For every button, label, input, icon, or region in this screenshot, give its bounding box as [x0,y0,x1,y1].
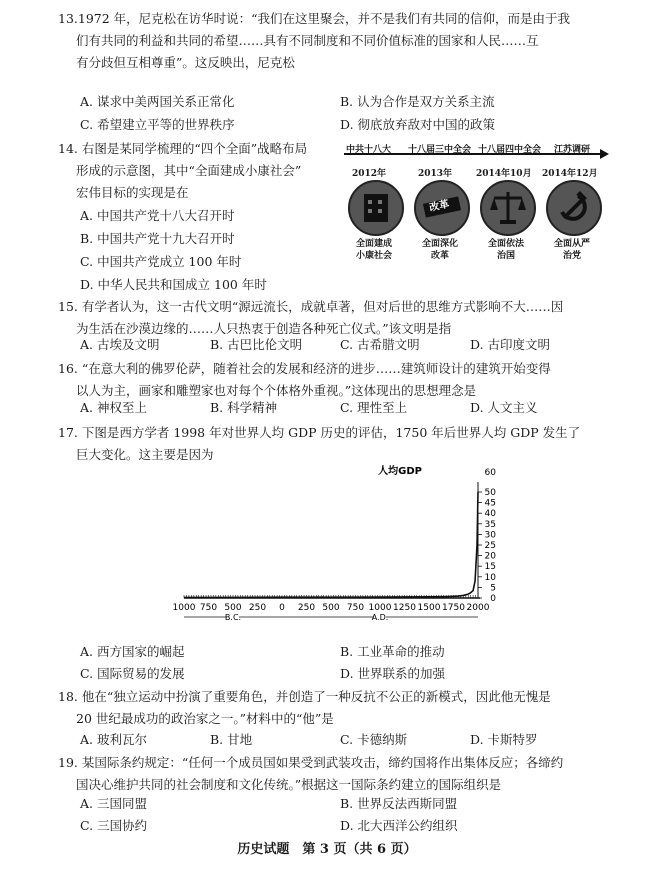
caption [540,238,604,262]
option-c: C. 国际贸易的发展 [80,666,185,681]
event-label: 十八届三中全会 [408,145,472,155]
option-a: A. 中国共产党十八大召开时 [80,208,235,223]
caption [342,238,406,262]
option-c: C. 古希腊文明 [340,337,420,352]
question-text-line: 15. 有学者认为，这一古代文明“源远流长，成就卓著，但对后世的思维方式影响不大……因 [58,299,564,314]
option-a: A. 神权至上 [80,400,147,415]
date-label: 2014年12月 [542,169,598,179]
option-d: D. 世界联系的加强 [340,666,446,681]
y-tick-label: 0 [490,594,496,604]
caption-line: 全面从严 [553,239,590,249]
x-tick-label: 1000 [172,603,196,613]
event-label: 江苏调研 [554,145,591,155]
option-d: D. 人文主义 [470,400,538,415]
y-tick-label: 45 [484,498,496,509]
page-footer: 历史试题 第 3 页（共 6 页） [237,842,417,857]
x-tick-label: 1500 [417,603,441,613]
option-b: B. 甘地 [210,732,253,747]
option-c: C. 三国协约 [80,818,148,833]
x-tick-label: 250 [248,603,267,613]
question-15 [58,296,618,340]
x-tick-label: 1250 [393,603,416,613]
question-text-line: 国决心维护共同的社会制度和文化传统。”根据这一国际条约建立的国际组织是 [76,777,502,792]
y-tick-label: 25 [484,541,496,551]
question-text-line: 16. “在意大利的佛罗伦萨，随着社会的发展和经济的进步……建筑师设计的建筑开始变得 [58,361,551,376]
reform-icon [414,180,470,236]
era-label-bc: B.C. [224,613,242,622]
y-tick-label: 15 [484,562,496,573]
question-text-line: 17. 下图是西方学者 1998 年对世界人均 GDP 历史的评估，1750 年后世界人均 GDP 发生了 [58,425,581,440]
option-b: B. 中国共产党十九大召开时 [80,231,235,246]
caption [474,238,538,262]
date-label: 2012年 [352,169,387,179]
option-d: D. 中华人民共和国成立 100 年时 [80,277,267,292]
y-tick-label: 35 [484,519,496,530]
option-a: A. 西方国家的崛起 [80,644,185,659]
date-label: 2014年10月 [476,169,532,179]
question-17 [58,422,618,466]
caption [408,238,472,262]
question-14 [58,138,358,204]
x-tick-label: 500 [224,603,242,613]
question-text-line: 为生活在沙漠边缘的……人只热衷于创造各种死亡仪式。”该文明是指 [76,321,452,336]
caption-line: 全面依法 [487,239,524,249]
question-text-line: 14. 右图是某同学梳理的“四个全面”战略布局 [58,141,308,156]
option-b: B. 科学精神 [210,400,278,415]
era-label-ad: A.D. [371,613,389,622]
y-tick-label: 50 [484,488,496,498]
question-text-line: 巨大变化。这主要是因为 [76,447,214,462]
four-comprehensives-figure [342,142,610,272]
option-c: C. 理性至上 [340,400,408,415]
question-13 [58,8,618,74]
question-text-line: 宏伟目标的实现是在 [76,185,189,200]
option-b: B. 工业革命的推动 [340,644,445,659]
x-tick-label: 2000 [466,603,490,613]
question-18 [58,686,618,730]
caption-line: 治党 [562,251,581,261]
gdp-series-line [184,492,478,597]
option-c: C. 卡德纳斯 [340,732,408,747]
option-a: A. 古埃及文明 [80,337,160,352]
option-a: A. 谋求中美两国关系正常化 [80,94,235,109]
option-d: D. 彻底放弃敌对中国的政策 [340,117,496,132]
y-tick-label: 60 [484,468,496,478]
question-text-line: 19. 某国际条约规定：“任何一个成员国如果受到武装攻击，缔约国将作出集体反应；各缔约 [58,755,564,770]
scales-of-justice-icon [480,180,536,236]
question-text-line: 13.1972 年，尼克松在访华时说：“我们在这里聚会，并不是我们有共同的信仰，而是由于我 [58,11,571,26]
y-tick-label: 20 [484,551,496,562]
option-d: D. 北大西洋公约组织 [340,818,458,833]
caption-line: 治国 [496,251,515,261]
hammer-sickle-icon [546,180,602,236]
event-label: 十八届四中全会 [478,145,542,155]
caption-line: 改革 [430,251,449,261]
option-c: C. 希望建立平等的世界秩序 [80,117,235,132]
question-text-line: 们有共同的利益和共同的希望……具有不同制度和不同价值标准的国家和人民……互 [76,33,539,48]
x-tick-label: 1750 [442,603,465,613]
reform-badge-text: 改革 [428,198,451,214]
x-tick-label: 250 [297,603,316,613]
x-tick-label: 750 [199,603,218,613]
x-tick-label: 500 [322,603,340,613]
option-d: D. 古印度文明 [470,337,551,352]
event-label: 中共十八大 [346,145,392,155]
gdp-chart [172,462,512,632]
option-a: A. 玻利瓦尔 [80,732,147,747]
x-tick-label: 0 [279,603,285,613]
option-a: A. 三国同盟 [80,796,147,811]
question-19 [58,752,618,796]
y-tick-label: 40 [484,509,496,520]
y-tick-label: 10 [484,572,496,583]
question-text-line: 以人为主，画家和雕塑家也对每个个体格外重视。”这体现出的思想理念是 [76,383,477,398]
question-text-line: 20 世纪最成功的政治家之一。”材料中的“他”是 [76,711,334,726]
question-text-line: 形成的示意图，其中“全面建成小康社会” [76,163,302,178]
option-b: B. 世界反法西斯同盟 [340,796,458,811]
option-c: C. 中国共产党成立 100 年时 [80,254,242,269]
date-label: 2013年 [418,169,453,179]
caption-line: 全面建成 [355,239,392,249]
y-axis-label: 人均GDP [378,466,422,477]
x-tick-label: 1000 [368,603,392,613]
caption-line: 小康社会 [355,251,392,261]
question-text-line: 18. 他在“独立运动中扮演了重要角色，并创造了一种反抗不公正的新模式，因此他无愧是 [58,689,551,704]
question-16 [58,358,618,402]
caption-line: 全面深化 [421,239,458,249]
x-tick-label: 750 [346,603,365,613]
option-d: D. 卡斯特罗 [470,732,538,747]
y-tick-label: 30 [484,530,496,541]
building-icon [348,180,404,236]
option-b: B. 古巴比伦文明 [210,337,303,352]
question-text-line: 有分歧但互相尊重”。这反映出，尼克松 [76,55,295,70]
y-tick-label: 5 [490,583,496,594]
option-b: B. 认为合作是双方关系主流 [340,94,495,109]
